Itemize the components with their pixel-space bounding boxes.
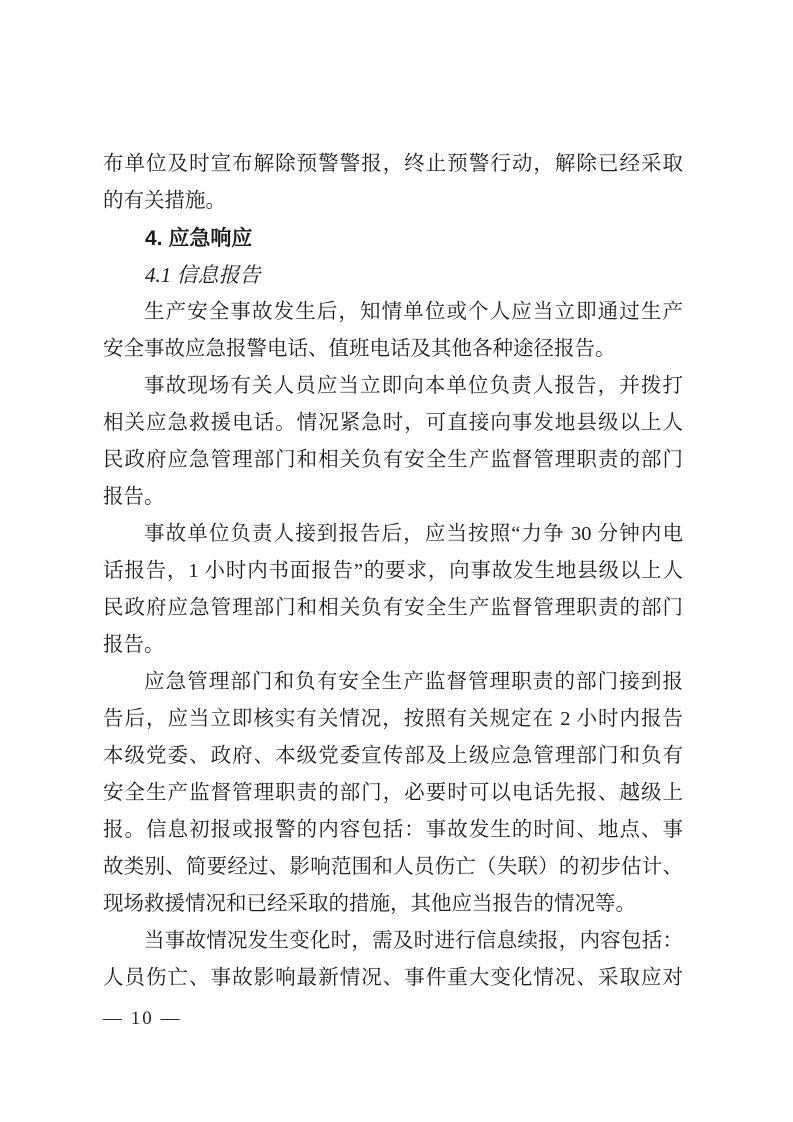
text-line: 报告。	[103, 634, 165, 656]
text-line: 当事故情况发生变化时，需及时进行信息续报，内容包括：	[144, 930, 683, 952]
subsection-heading: 4.1 信息报告	[145, 263, 261, 287]
text-line: 告后，应当立即核实有关情况，按照有关规定在 2 小时内报告	[103, 708, 683, 730]
page-number: — 10 —	[103, 1008, 182, 1029]
text-line: 报。信息初报或报警的内容包括：事故发生的时间、地点、事	[103, 819, 683, 841]
text-line: 事故单位负责人接到报告后，应当按照“力争 30 分钟内电	[144, 523, 683, 545]
text-line: 民政府应急管理部门和相关负有安全生产监督管理职责的部门	[103, 449, 683, 471]
text-line: 事故现场有关人员应当立即向本单位负责人报告，并拨打	[144, 375, 683, 397]
text-line: 报告。	[103, 486, 165, 508]
text-line: 安全事故应急报警电话、值班电话及其他各种途径报告。	[103, 338, 616, 360]
text-line: 相关应急救援电话。情况紧急时，可直接向事发地县级以上人	[103, 412, 683, 434]
text-line: 布单位及时宣布解除预警警报，终止预警行动，解除已经采取	[103, 153, 683, 175]
document-body	[103, 146, 683, 997]
section-heading: 4. 应急响应	[145, 227, 253, 250]
text-line: 人员伤亡、事故影响最新情况、事件重大变化情况、采取应对	[103, 967, 683, 989]
text-line: 故类别、简要经过、影响范围和人员伤亡（失联）的初步估计、	[103, 856, 683, 878]
text-line: 本级党委、政府、本级党委宣传部及上级应急管理部门和负有	[103, 745, 683, 767]
text-line: 现场救援情况和已经采取的措施，其他应当报告的情况等。	[103, 893, 636, 915]
text-line: 应急管理部门和负有安全生产监督管理职责的部门接到报	[144, 671, 683, 693]
text-line: 的有关措施。	[103, 190, 226, 212]
text-line: 安全生产监督管理职责的部门，必要时可以电话先报、越级上	[103, 782, 683, 804]
text-line: 民政府应急管理部门和相关负有安全生产监督管理职责的部门	[103, 597, 683, 619]
text-line: 生产安全事故发生后，知情单位或个人应当立即通过生产	[144, 301, 683, 323]
text-line: 话报告，1 小时内书面报告”的要求，向事故发生地县级以上人	[103, 560, 683, 582]
